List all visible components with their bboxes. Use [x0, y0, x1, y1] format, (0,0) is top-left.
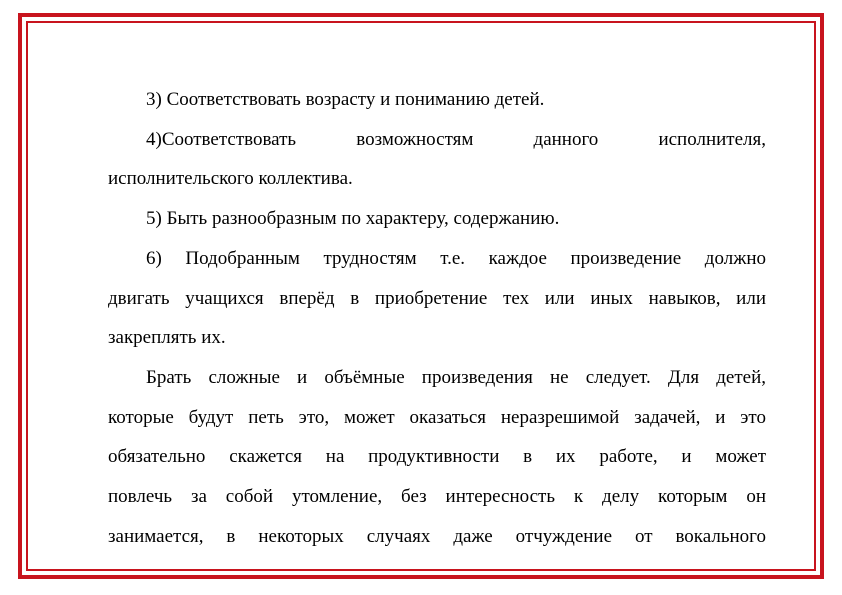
text-line: 6) Подобранным трудностям т.е. каждое произведение должно [146, 247, 766, 269]
text-line: Брать сложные и объёмные произведения не следует. Для детей, [146, 366, 766, 388]
text-line: которые будут петь это, может оказаться неразрешимой задачей, и это [108, 406, 766, 428]
text-line: обязательно скажется на продуктивности в их работе, и может [108, 446, 766, 468]
text-line: закреплять их. [108, 327, 226, 349]
text-line: занимается, в некоторых случаях даже отчуждение от вокального [108, 525, 766, 547]
text-line: 5) Быть разнообразным по характеру, содержанию. [146, 208, 560, 230]
text-line: исполнительского коллектива. [108, 168, 353, 190]
list-item-5 [108, 199, 766, 239]
list-item-4 [108, 120, 766, 199]
text-line: двигать учащихся вперёд в приобретение тех или иных навыков, или [108, 287, 766, 309]
list-item-6 [108, 239, 766, 358]
document-body [108, 80, 766, 560]
list-item-3 [108, 80, 766, 120]
text-line: 3) Соответствовать возрасту и пониманию детей. [146, 89, 545, 110]
text-line: 4)Соответствовать возможностям данного исполнителя, [146, 128, 766, 150]
closing-paragraph [108, 358, 766, 557]
text-line: повлечь за собой утомление, без интересность к делу которым он [108, 486, 766, 508]
